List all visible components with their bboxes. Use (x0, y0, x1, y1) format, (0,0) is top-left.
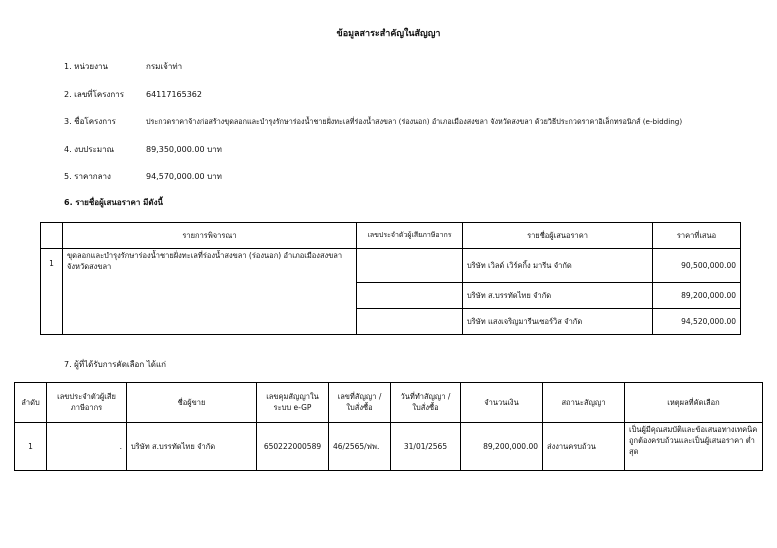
bidder-price: 94,520,000.00 (653, 309, 741, 335)
page-title: ข้อมูลสาระสำคัญในสัญญา (336, 29, 441, 39)
header-bidder-name: รายชื่อผู้เสนอราคา (463, 223, 653, 249)
field-project-no (64, 88, 202, 101)
header-no: ลำดับ (15, 383, 47, 423)
bidders-table (40, 222, 741, 335)
winner-contract-no: 46/2565/ฟพ. (329, 423, 391, 471)
winner-reason: เป็นผู้มีคุณสมบัติและข้อเสนอทางเทคนิคถูกต้องครบถ้วนและเป็นผู้เสนอราคา ต่ำสุด (625, 423, 763, 471)
header-status: สถานะสัญญา (543, 383, 625, 423)
table-row (41, 249, 741, 283)
field-label: 2. เลขที่โครงการ (64, 90, 125, 99)
bidder-price: 90,500,000.00 (653, 249, 741, 283)
winner-vendor: บริษัท ส.บรรทัดไทย จำกัด (127, 423, 257, 471)
bidders-header-row (41, 223, 741, 249)
winner-no: 1 (15, 423, 47, 471)
header-item: รายการพิจารณา (63, 223, 357, 249)
header-reason: เหตุผลที่คัดเลือก (625, 383, 763, 423)
field-project-name (64, 115, 682, 128)
winner-contract-date: 31/01/2565 (391, 423, 461, 471)
winner-amount: 89,200,000.00 (461, 423, 543, 471)
bidder-price: 89,200,000.00 (653, 283, 741, 309)
header-egp-no: เลขคุมสัญญาในระบบ e-GP (257, 383, 329, 423)
header-contract-no: เลขที่สัญญา / ใบสั่งซื้อ (329, 383, 391, 423)
item-number: 1 (41, 249, 63, 335)
field-value: กรมเจ้าท่า (146, 62, 183, 71)
field-value: 64117165362 (146, 90, 202, 99)
field-median-price (64, 170, 222, 183)
winner-table (14, 382, 763, 471)
field-agency (64, 60, 182, 73)
header-tax-id: เลขประจำตัวผู้เสียภาษีอากร (47, 383, 127, 423)
table-row (15, 423, 763, 471)
bidder-name: บริษัท แสงเจริญมารีนเซอร์วิส จำกัด (463, 309, 653, 335)
bidder-tax-id (357, 309, 463, 335)
header-tax-id: เลขประจำตัวผู้เสียภาษีอากร (357, 223, 463, 249)
bidder-tax-id (357, 249, 463, 283)
bidder-name: บริษัท ส.บรรทัดไทย จำกัด (463, 283, 653, 309)
header-blank (41, 223, 63, 249)
header-contract-date: วันที่ทำสัญญา / ใบสั่งซื้อ (391, 383, 461, 423)
field-label: 5. ราคากลาง (64, 172, 111, 181)
bidder-name: บริษัท เวิลด์ เวิร์คกิ้ง มารีน จำกัด (463, 249, 653, 283)
winner-header-row (15, 383, 763, 423)
section-bidders-heading: 6. รายชื่อผู้เสนอราคา มีดังนี้ (64, 198, 163, 207)
winner-egp-no: 650222000589 (257, 423, 329, 471)
field-value: 89,350,000.00 บาท (146, 145, 222, 154)
bidder-tax-id (357, 283, 463, 309)
winner-tax-id: . (47, 423, 127, 471)
item-description: ขุดลอกและบำรุงรักษาร่องน้ำชายฝั่งทะเลที่ร่องน้ำสงขลา (ร่องนอก) อำเภอเมืองสงขลา จังหวัดสงขลา (63, 249, 357, 335)
header-price: ราคาที่เสนอ (653, 223, 741, 249)
winner-status: ส่งงานครบถ้วน (543, 423, 625, 471)
field-value: 94,570,000.00 บาท (146, 172, 222, 181)
field-label: 3. ชื่อโครงการ (64, 117, 116, 126)
field-label: 4. งบประมาณ (64, 145, 115, 154)
field-budget (64, 143, 222, 156)
section-winner-heading: 7. ผู้ที่ได้รับการคัดเลือก ได้แก่ (64, 360, 166, 369)
field-value: ประกวดราคาจ้างก่อสร้างขุดลอกและบำรุงรักษาร่องน้ำชายฝั่งทะเลที่ร่องน้ำสงขลา (ร่องนอก) อำเภอเมืองสงขลา จังหวัดสงขลา ด้วยวิธีประกวดราคาอิเล็กทรอนิกส์ (e-bidding) (146, 117, 683, 126)
header-amount: จำนวนเงิน (461, 383, 543, 423)
header-vendor: ชื่อผู้ขาย (127, 383, 257, 423)
field-label: 1. หน่วยงาน (64, 62, 108, 71)
